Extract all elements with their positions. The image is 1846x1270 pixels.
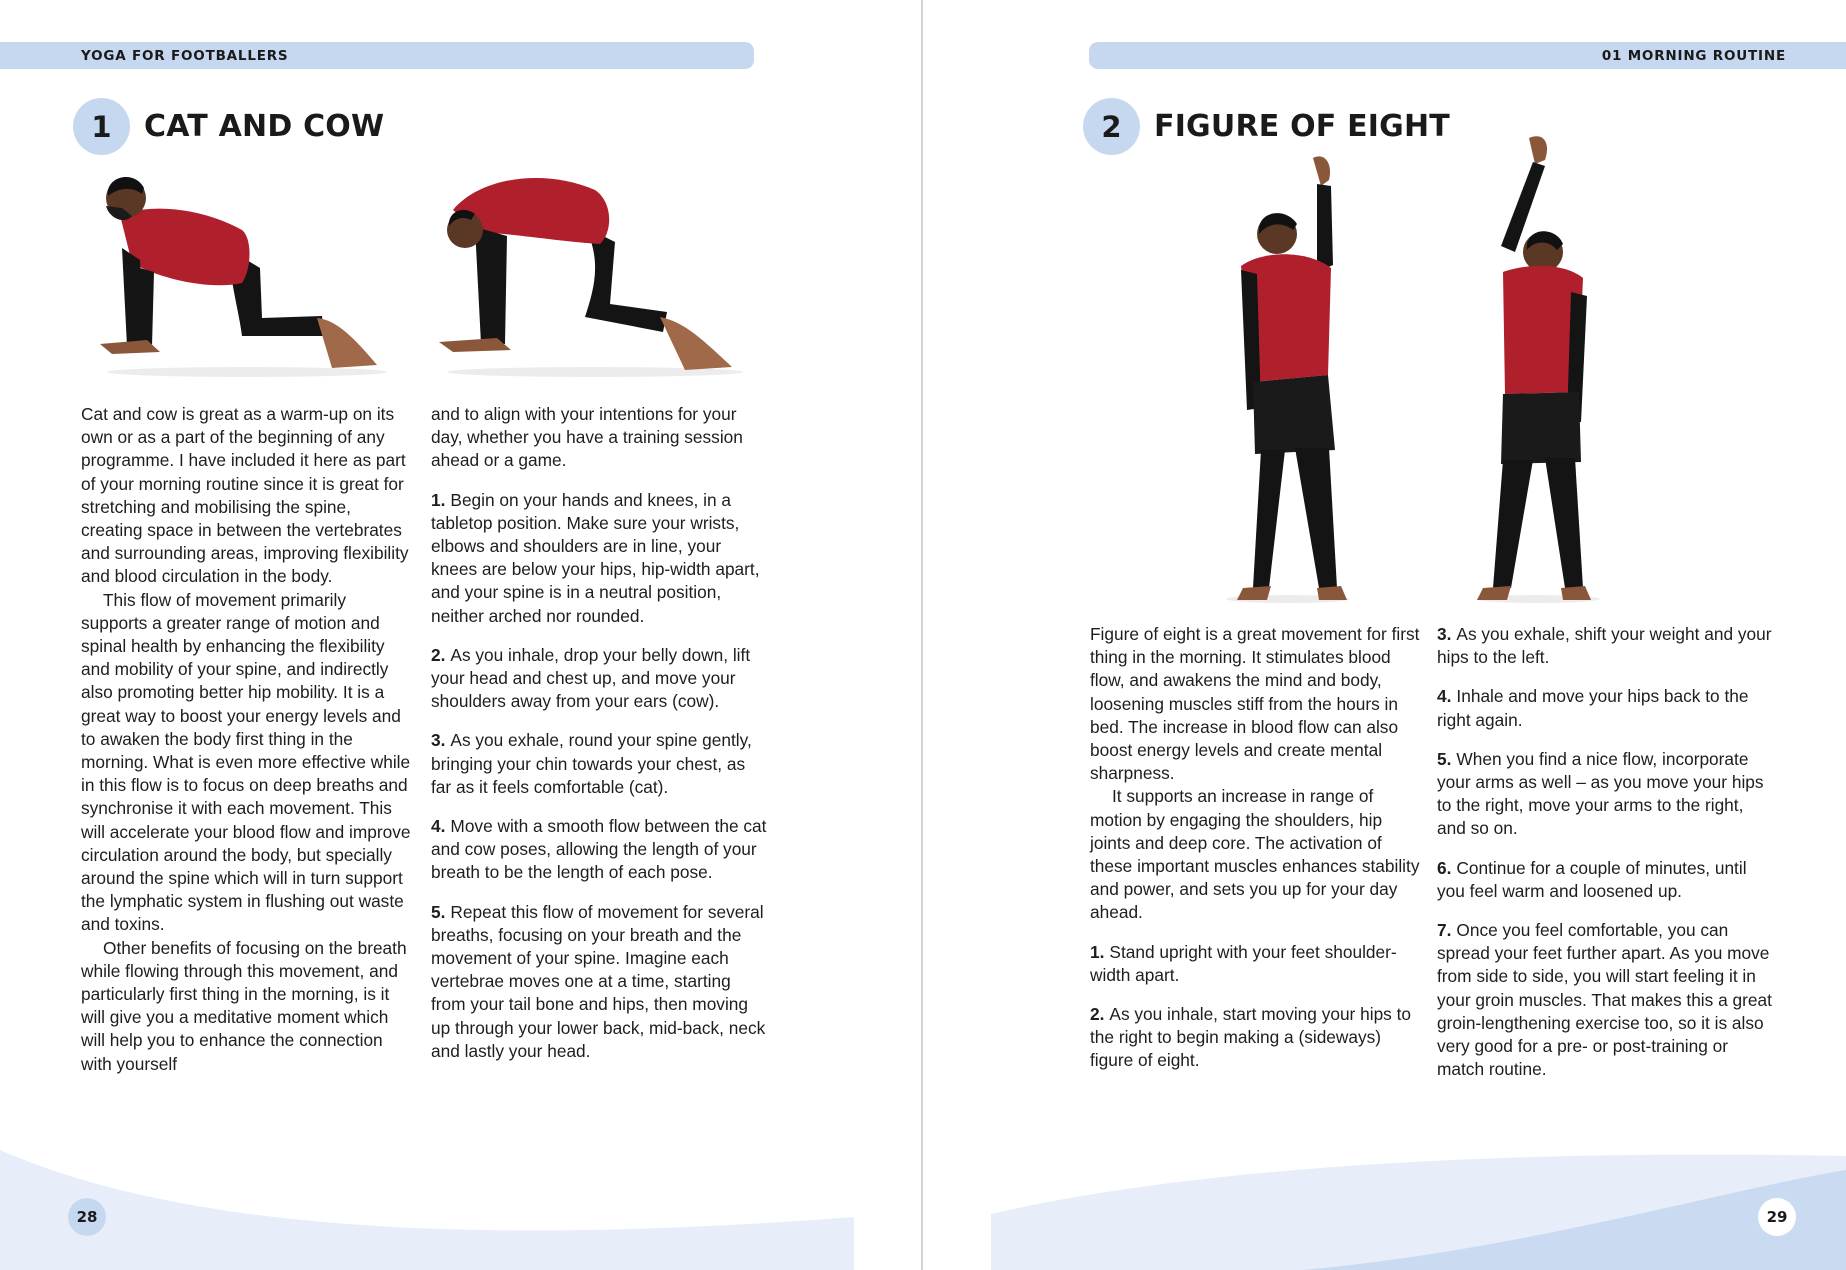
running-head-text: YOGA FOR FOOTBALLERS	[81, 47, 289, 64]
step-number: 3.	[431, 730, 446, 751]
exercise-title: CAT AND COW	[144, 109, 385, 144]
right-page	[923, 0, 1846, 1270]
step-number: 5.	[431, 901, 446, 922]
page-number: 29	[1758, 1198, 1796, 1236]
exercise-heading	[1083, 98, 1450, 155]
text-column-2	[431, 403, 767, 1079]
exercise-heading	[73, 98, 384, 155]
instruction-step	[1437, 623, 1775, 669]
step-number: 1.	[431, 489, 446, 510]
instruction-step	[431, 644, 767, 714]
instruction-step	[431, 901, 767, 1063]
running-head	[1089, 42, 1846, 69]
exercise-title: FIGURE OF EIGHT	[1154, 109, 1450, 144]
body-paragraph: This flow of movement primarily supports a greater range of motion and spinal health by enhancing the flexibility and mobility of your spine, and indirectly also promoting better hip mobility. It is a great way to boost your energy levels and to awaken the body first thing in the morning. What is even more effective while in this flow is to focus on deep breaths and synchronise it with each movement. This will accelerate your blood flow and improve circulation around the body, but specially around the spine which will in turn support the lymphatic system in flushing out waste and toxins.	[81, 589, 411, 935]
background-wave	[0, 1100, 921, 1270]
instruction-step	[431, 729, 767, 799]
side-bend-right-photo	[1453, 132, 1613, 605]
step-text: Move with a smooth flow between the cat and cow poses, allowing the length of your breath to be the length of each pose.	[431, 816, 767, 883]
cat-pose-photo	[435, 172, 755, 377]
instruction-step	[1437, 685, 1775, 731]
body-paragraph: It supports an increase in range of motion by engaging the shoulders, hip joints and deep core. The activation of these important muscles enhances stability and power, and sets you up for your day ahead.	[1090, 786, 1420, 923]
instruction-step	[1090, 941, 1426, 987]
instruction-step	[1090, 1003, 1426, 1073]
background-wave	[923, 1110, 1846, 1270]
cow-pose-photo	[92, 168, 392, 378]
step-number: 4.	[431, 816, 446, 837]
step-text: Inhale and move your hips back to the right again.	[1437, 686, 1749, 730]
body-paragraph: and to align with your intentions for your day, whether you have a training session ahead or a game.	[431, 404, 743, 471]
step-number: 6.	[1437, 857, 1452, 878]
step-text: As you exhale, shift your weight and your hips to the left.	[1437, 624, 1772, 668]
step-number: 2.	[1090, 1004, 1105, 1025]
text-column-2	[1437, 623, 1775, 1097]
step-text: Stand upright with your feet shoulder-width apart.	[1090, 941, 1397, 985]
step-number: 5.	[1437, 748, 1452, 769]
body-paragraph: Figure of eight is a great movement for first thing in the morning. It stimulates blood flow, and awakens the mind and body, loosening muscles stiff from the hours in bed. The increase in blood flow can also boost energy levels and create mental sharpness.	[1090, 624, 1420, 784]
step-number: 7.	[1437, 920, 1452, 941]
step-number: 1.	[1090, 941, 1105, 962]
left-page	[0, 0, 921, 1270]
instruction-step	[431, 815, 767, 885]
step-text: Repeat this flow of movement for several breaths, focusing on your breath and the movement of your spine. Imagine each vertebrae moves one at a time, starting from your tail bone and hips, then moving up through your lower back, mid-back, neck and lastly your head.	[431, 901, 766, 1061]
instruction-step	[1437, 857, 1775, 903]
step-number: 2.	[431, 644, 446, 665]
text-column-1	[1090, 623, 1426, 1089]
step-text: Once you feel comfortable, you can spread your feet further apart. As you move from side to side, you will start feeling it in your groin muscles. That makes this a great groin-lengthening exercise too, so it is also very good for a pre- or post-training or match routine.	[1437, 920, 1772, 1080]
step-number: 4.	[1437, 686, 1452, 707]
step-text: Continue for a couple of minutes, until you feel warm and loosened up.	[1437, 857, 1747, 901]
text-column-1	[81, 403, 415, 1076]
body-paragraph: Other benefits of focusing on the breath while flowing through this movement, and particularly first thing in the morning, is it will give you a meditative moment which will help you to enhance the connection with yourself	[81, 937, 407, 1074]
step-text: As you exhale, round your spine gently, bringing your chin towards your chest, as far as it feels comfortable (cat).	[431, 730, 752, 797]
page-number: 28	[68, 1198, 106, 1236]
body-paragraph: Cat and cow is great as a warm-up on its own or as a part of the beginning of any programme. I have included it here as part of your morning routine since it is great for stretching and mobilising the spine, creating space in between the vertebrates and surrounding areas, improving flexibility and blood circulation in the body.	[81, 404, 409, 587]
instruction-step	[1437, 919, 1775, 1081]
step-text: When you find a nice flow, incorporate your arms as well – as you move your hips to the right, move your arms to the right, and so on.	[1437, 748, 1764, 839]
exercise-number-badge: 1	[73, 98, 130, 155]
instruction-step	[1437, 748, 1775, 841]
step-text: As you inhale, start moving your hips to the right to begin making a (sideways) figure of eight.	[1090, 1004, 1412, 1071]
exercise-number-badge: 2	[1083, 98, 1140, 155]
step-text: Begin on your hands and knees, in a tabletop position. Make sure your wrists, elbows and shoulders are in line, your knees are below your hips, hip-width apart, and your spine is in a neutral position, neither arched nor rounded.	[431, 489, 760, 626]
running-head-text: 01 MORNING ROUTINE	[1601, 47, 1786, 64]
step-number: 3.	[1437, 624, 1452, 644]
running-head	[0, 42, 754, 69]
step-text: As you inhale, drop your belly down, lift your head and chest up, and move your shoulders away from your ears (cow).	[431, 644, 751, 712]
side-bend-left-photo	[1213, 150, 1373, 605]
instruction-step	[431, 489, 767, 628]
